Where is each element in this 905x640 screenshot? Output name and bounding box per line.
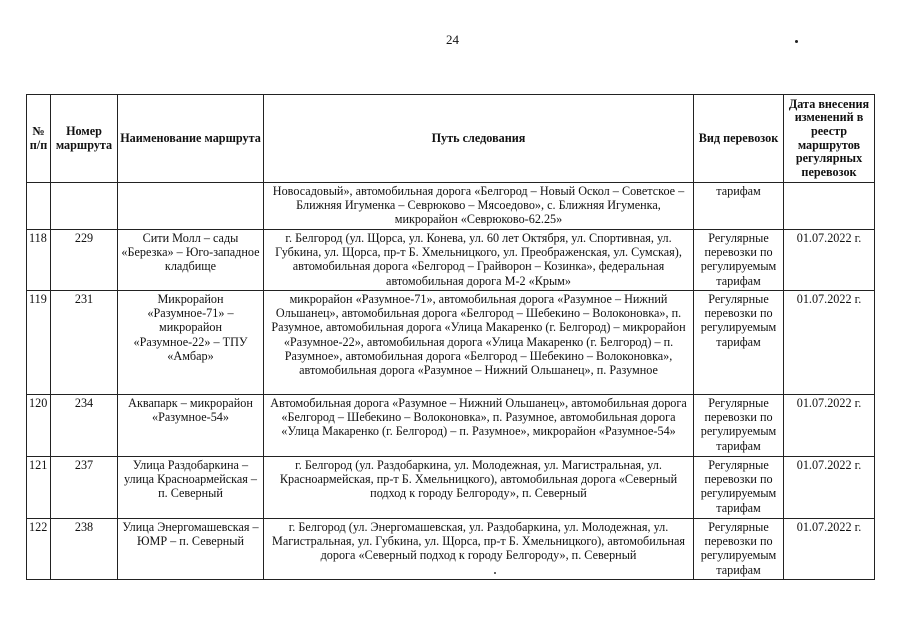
cell-transport-type: Регулярные перевозки по регулируемым тарифам: [694, 230, 784, 291]
cell-route-name: Сити Молл – сады «Березка» – Юго-западное кладбище: [118, 230, 264, 291]
cell-route-number: 229: [51, 230, 118, 291]
table-row: [27, 291, 875, 395]
cell-path: г. Белгород (ул. Раздобаркина, ул. Молодежная, ул. Магистральная, ул. Красноармейская, пр-т Б. Хмельницкого), автомобильная дорога «Северный подход к городу Белгороду», п. Северный: [264, 457, 694, 519]
cell-route-number: [51, 183, 118, 230]
cell-change-date: 01.07.2022 г.: [784, 230, 875, 291]
header-path: Путь следования: [264, 95, 694, 183]
routes-table: [26, 94, 875, 580]
cell-transport-type: тарифам: [694, 183, 784, 230]
cell-path: микрорайон «Разумное-71», автомобильная дорога «Разумное – Нижний Ольшанец», автомобильная дорога «Белгород – Шебекино – Волоконовка», п. Разумное, автомобильная дорога «Улица Макаренко (г. Белгород) – микрорайон «Разумное-22», автомобильная дорога «Улица Макаренко (г. Белгород) – п. Разумное», автомобильная дорога «Белгород – Шебекино – Волоконовка», автомобильная дорога «Разумное – Нижний Ольшанец», п. Разумное: [264, 291, 694, 395]
table-header-row: [27, 95, 875, 183]
cell-change-date: 01.07.2022 г.: [784, 457, 875, 519]
cell-transport-type: Регулярные перевозки по регулируемым тарифам: [694, 395, 784, 457]
cell-route-name: Микрорайон «Разумное-71» – микрорайон «Разумное-22» – ТПУ «Амбар»: [118, 291, 264, 395]
table-row: [27, 457, 875, 519]
cell-change-date: 01.07.2022 г.: [784, 395, 875, 457]
cell-transport-type: Регулярные перевозки по регулируемым тарифам: [694, 457, 784, 519]
cell-num: 119: [27, 291, 51, 395]
table-row: [27, 230, 875, 291]
cell-num: [27, 183, 51, 230]
cell-num: 120: [27, 395, 51, 457]
cell-path: Автомобильная дорога «Разумное – Нижний Ольшанец», автомобильная дорога «Белгород – Шебекино – Волоконовка», п. Разумное, автомобильная дорога «Улица Макаренко (г. Белгород) – п. Разумное», микрорайон «Разумное-54»: [264, 395, 694, 457]
header-route-name: Наименование маршрута: [118, 95, 264, 183]
scan-dot: [494, 572, 496, 574]
cell-route-number: 238: [51, 519, 118, 580]
cell-num: 118: [27, 230, 51, 291]
table-row: [27, 183, 875, 230]
header-route-number: Номер маршрута: [51, 95, 118, 183]
cell-transport-type: Регулярные перевозки по регулируемым тарифам: [694, 291, 784, 395]
cell-change-date: [784, 183, 875, 230]
cell-route-name: Аквапарк – микрорайон «Разумное-54»: [118, 395, 264, 457]
cell-path: г. Белгород (ул. Энергомашевская, ул. Раздобаркина, ул. Молодежная, ул. Магистральная, ул. Губкина, ул. Щорса, пр-т Б. Хмельницкого), автомобильная дорога «Северный подход к городу Белгороду», п. Северный: [264, 519, 694, 580]
cell-route-name: [118, 183, 264, 230]
scan-dot: [795, 40, 798, 43]
cell-path: Новосадовый», автомобильная дорога «Белгород – Новый Оскол – Советское – Ближняя Игуменка – Севрюково – Мясоедово», с. Ближняя Игуменка, микрорайон «Севрюково-62.25»: [264, 183, 694, 230]
cell-transport-type: Регулярные перевозки по регулируемым тарифам: [694, 519, 784, 580]
cell-route-number: 234: [51, 395, 118, 457]
page-number: 24: [446, 32, 459, 47]
header-transport-type: Вид перевозок: [694, 95, 784, 183]
cell-num: 121: [27, 457, 51, 519]
header-num: № п/п: [27, 95, 51, 183]
table-row: [27, 395, 875, 457]
cell-change-date: 01.07.2022 г.: [784, 291, 875, 395]
header-change-date: Дата внесения изменений в реестр маршрутов регулярных перевозок: [784, 95, 875, 183]
cell-route-number: 231: [51, 291, 118, 395]
cell-route-number: 237: [51, 457, 118, 519]
cell-route-name: Улица Раздобаркина – улица Красноармейская – п. Северный: [118, 457, 264, 519]
table-row: [27, 519, 875, 580]
cell-route-name: Улица Энергомашевская – ЮМР – п. Северный: [118, 519, 264, 580]
cell-path: г. Белгород (ул. Щорса, ул. Конева, ул. 60 лет Октября, ул. Спортивная, ул. Губкина, ул. Щорса, пр-т Б. Хмельницкого, ул. Преображенская, ул. Сумская), автомобильная дорога «Белгород – Грайворон – Козинка», федеральная автомобильная дорога М-2 «Крым»: [264, 230, 694, 291]
cell-num: 122: [27, 519, 51, 580]
cell-change-date: 01.07.2022 г.: [784, 519, 875, 580]
